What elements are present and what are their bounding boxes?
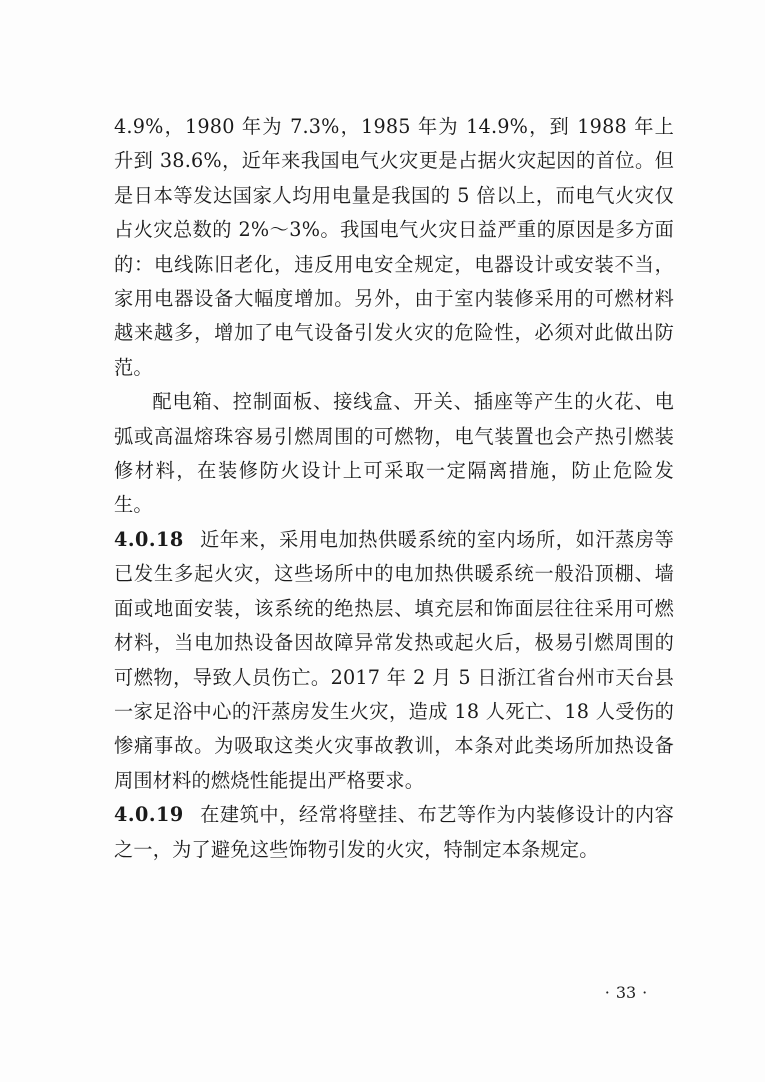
separator-dot-left: · <box>604 983 610 1002</box>
page-number: 33 <box>615 983 637 1002</box>
body-text <box>114 110 674 867</box>
clause-4-0-19 <box>114 798 674 867</box>
clause-text: 在建筑中，经常将壁挂、布艺等作为内装修设计的内容之一，为了避免这些饰物引发的火灾，特制定本条规定。 <box>114 803 674 861</box>
paragraph-1 <box>114 110 674 385</box>
clause-text: 近年来，采用电加热供暖系统的室内场所，如汗蒸房等已发生多起火灾，这些场所中的电加热供暖系统一般沿顶棚、墙面或地面安装，该系统的绝热层、填充层和饰面层往往采用可燃材料，当电加热设备因故障异常发热或起火后，极易引燃周围的可燃物，导致人员伤亡。2017 年 2 月 5 日浙江省台州市天台县一家足浴中心的汗蒸房发生火灾，造成 18 人死亡、18 人受伤的惨痛事故。为吸取这类火灾事故教训，本条对此类场所加热设备周围材料的燃烧性能提出严格要求。 <box>114 527 674 792</box>
paragraph-1-text: 4.9%，1980 年为 7.3%，1985 年为 14.9%，到 1988 年上升到 38.6%，近年来我国电气火灾更是占据火灾起因的首位。但是日本等发达国家人均用电量是我国的 5 倍以上，而电气火灾仅占火灾总数的 2%～3%。我国电气火灾日益严重的原因是多方面的：电线陈旧老化，违反用电安全规定，电器设计或安装不当，家用电器设备大幅度增加。另外，由于室内装修采用的可燃材料越来越多，增加了电气设备引发火灾的危险性，必须对此做出防范。 <box>114 115 674 379</box>
clause-number: 4.0.18 <box>114 527 184 551</box>
separator-dot-right: · <box>642 983 648 1002</box>
clause-4-0-18 <box>114 523 674 798</box>
paragraph-2 <box>114 385 674 523</box>
clause-number: 4.0.19 <box>114 803 184 827</box>
paragraph-2-text: 配电箱、控制面板、接线盒、开关、插座等产生的火花、电弧或高温熔珠容易引燃周围的可燃物，电气装置也会产热引燃装修材料，在装修防火设计上可采取一定隔离措施，防止危险发生。 <box>114 390 674 517</box>
page-footer <box>596 981 656 1005</box>
